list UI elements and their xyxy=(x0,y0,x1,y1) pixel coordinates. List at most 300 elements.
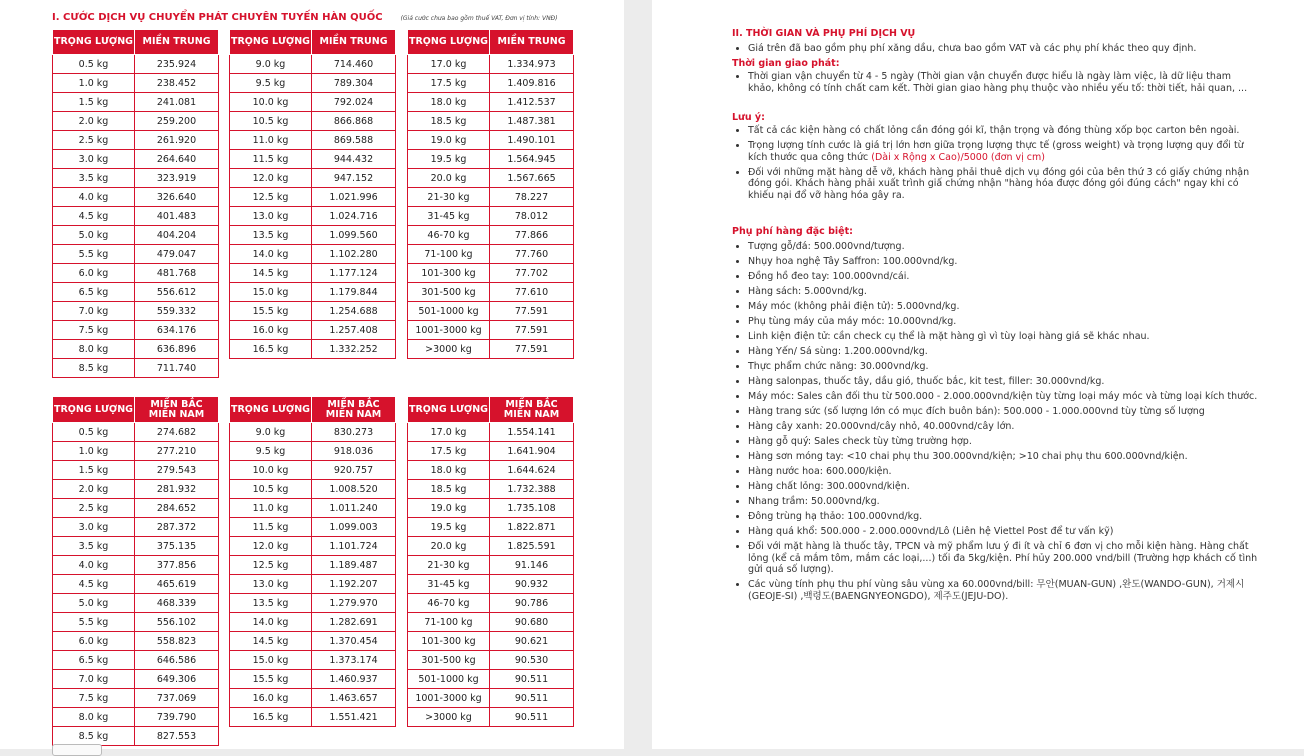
weight-cell: 7.0 kg xyxy=(53,302,135,321)
list-item: • Máy móc: Sales cân đối thu từ 500.000 - 2.000.000vnd/kiện tùy từng loại máy móc và từng loại kích thước. xyxy=(748,391,1264,403)
weight-cell: 10.0 kg xyxy=(230,461,312,480)
note-title: Lưu ý: xyxy=(732,112,765,123)
table-row xyxy=(53,518,219,537)
header-region: MIỀN BẮC MIỀN NAM xyxy=(135,397,219,423)
price-cell: 711.740 xyxy=(135,359,219,378)
table-row xyxy=(230,480,396,499)
list-item: • Hàng quá khổ: 500.000 - 2.000.000vnd/Lô (Liên hệ Viettel Post để tư vấn kỹ) xyxy=(748,526,1264,538)
price-cell: 77.591 xyxy=(490,340,574,359)
list-item: • Hàng salonpas, thuốc tây, dầu gió, thuốc bắc, kit test, filler: 30.000vnd/kg. xyxy=(748,376,1264,388)
price-cell: 377.856 xyxy=(135,556,219,575)
table-row xyxy=(230,321,396,340)
header-region: MIỀN BẮC MIỀN NAM xyxy=(490,397,574,423)
table-row xyxy=(230,226,396,245)
table-row xyxy=(230,131,396,150)
weight-cell: 7.5 kg xyxy=(53,689,135,708)
special-fee-title: Phụ phí hàng đặc biệt: xyxy=(732,226,853,237)
price-cell: 90.932 xyxy=(490,575,574,594)
note-list xyxy=(732,125,1258,205)
weight-cell: 20.0 kg xyxy=(408,169,490,188)
weight-cell: 501-1000 kg xyxy=(408,302,490,321)
weight-cell: 2.5 kg xyxy=(53,499,135,518)
note-item: • Tất cả các kiện hàng có chất lỏng cần đóng gói kĩ, thận trọng và đóng thùng xốp bọc carton bên ngoài. xyxy=(748,125,1258,137)
table-row xyxy=(408,518,574,537)
price-cell: 479.047 xyxy=(135,245,219,264)
weight-cell: 101-300 kg xyxy=(408,632,490,651)
weight-cell: 14.0 kg xyxy=(230,613,312,632)
price-cell: 277.210 xyxy=(135,442,219,461)
weight-cell: 19.5 kg xyxy=(408,518,490,537)
table-row xyxy=(408,55,574,74)
price-cell: 1.735.108 xyxy=(490,499,574,518)
price-cell: 78.227 xyxy=(490,188,574,207)
table-row xyxy=(53,461,219,480)
price-cell: 1.732.388 xyxy=(490,480,574,499)
weight-cell: 14.0 kg xyxy=(230,245,312,264)
weight-cell: 12.0 kg xyxy=(230,537,312,556)
empty-row xyxy=(230,359,396,378)
weight-cell: 18.0 kg xyxy=(408,461,490,480)
price-cell: 1.564.945 xyxy=(490,150,574,169)
table-row xyxy=(230,340,396,359)
weight-cell: 6.0 kg xyxy=(53,264,135,283)
list-item: • Hàng sách: 5.000vnd/kg. xyxy=(748,286,1264,298)
table-row xyxy=(408,207,574,226)
weight-cell: 9.5 kg xyxy=(230,442,312,461)
price-cell: 77.760 xyxy=(490,245,574,264)
table-row xyxy=(53,727,219,746)
table-row xyxy=(408,594,574,613)
weight-cell: 12.0 kg xyxy=(230,169,312,188)
table-row xyxy=(230,169,396,188)
header-region: MIỀN TRUNG xyxy=(312,30,396,55)
price-cell: 261.920 xyxy=(135,131,219,150)
price-cell: 1.099.560 xyxy=(312,226,396,245)
price-cell: 558.823 xyxy=(135,632,219,651)
price-cell: 737.069 xyxy=(135,689,219,708)
weight-cell: 17.5 kg xyxy=(408,442,490,461)
price-cell: 77.702 xyxy=(490,264,574,283)
price-cell: 404.204 xyxy=(135,226,219,245)
weight-cell: 10.0 kg xyxy=(230,93,312,112)
price-cell: 830.273 xyxy=(312,423,396,442)
weight-cell: 21-30 kg xyxy=(408,188,490,207)
weight-cell: 14.5 kg xyxy=(230,264,312,283)
price-cell: 1.279.970 xyxy=(312,594,396,613)
header-weight: TRỌNG LƯỢNG xyxy=(230,30,312,55)
weight-cell: 17.0 kg xyxy=(408,55,490,74)
weight-cell: 14.5 kg xyxy=(230,632,312,651)
price-cell: 1.460.937 xyxy=(312,670,396,689)
empty-row xyxy=(230,727,396,746)
price-cell: 1.101.724 xyxy=(312,537,396,556)
price-cell: 866.868 xyxy=(312,112,396,131)
weight-cell: 7.5 kg xyxy=(53,321,135,340)
weight-cell: 31-45 kg xyxy=(408,575,490,594)
special-fee-list xyxy=(732,241,1264,606)
price-cell: 1.332.252 xyxy=(312,340,396,359)
list-item: • Hàng nước hoa: 600.000/kiện. xyxy=(748,466,1264,478)
table-row xyxy=(230,499,396,518)
weight-cell: 6.0 kg xyxy=(53,632,135,651)
price-cell: 264.640 xyxy=(135,150,219,169)
price-cell: 90.786 xyxy=(490,594,574,613)
weight-cell: 15.0 kg xyxy=(230,283,312,302)
list-item: • Nhang trầm: 50.000vnd/kg. xyxy=(748,496,1264,508)
table-row xyxy=(408,264,574,283)
list-item: • Giá trên đã bao gồm phụ phí xăng dầu, chưa bao gồm VAT và các phụ phí khác theo quy định. xyxy=(748,43,1268,55)
price-cell: 235.924 xyxy=(135,55,219,74)
price-cell: 649.306 xyxy=(135,670,219,689)
price-cell: 1.409.816 xyxy=(490,74,574,93)
table-row xyxy=(230,613,396,632)
weight-cell: 3.5 kg xyxy=(53,537,135,556)
weight-cell: 31-45 kg xyxy=(408,207,490,226)
table-row xyxy=(53,632,219,651)
rate-title-text: I. CƯỚC DỊCH VỤ CHUYỂN PHÁT CHUYÊN TUYẾN HÀN QUỐC xyxy=(52,12,383,23)
list-item: • Hàng cây xanh: 20.000vnd/cây nhỏ, 40.000vnd/cây lớn. xyxy=(748,421,1264,433)
list-item: • Máy móc (không phải điện tử): 5.000vnd/kg. xyxy=(748,301,1264,313)
rate-table-central-3 xyxy=(407,29,574,377)
table-row xyxy=(230,461,396,480)
rate-note: (Giá cước chưa bao gồm thuế VAT, Đơn vị tính: VNĐ) xyxy=(400,15,558,22)
header-weight: TRỌNG LƯỢNG xyxy=(53,30,135,55)
price-cell: 1.192.207 xyxy=(312,575,396,594)
price-cell: 636.896 xyxy=(135,340,219,359)
table-row xyxy=(53,594,219,613)
table-row xyxy=(53,283,219,302)
rate-table-central-1 xyxy=(52,29,219,378)
price-cell: 634.176 xyxy=(135,321,219,340)
weight-cell: 10.5 kg xyxy=(230,112,312,131)
weight-cell: 15.5 kg xyxy=(230,670,312,689)
weight-cell: >3000 kg xyxy=(408,340,490,359)
weight-cell: 20.0 kg xyxy=(408,537,490,556)
table-row xyxy=(408,670,574,689)
weight-cell: 8.5 kg xyxy=(53,359,135,378)
table-row xyxy=(408,131,574,150)
price-cell: 1.189.487 xyxy=(312,556,396,575)
price-cell: 90.511 xyxy=(490,670,574,689)
price-cell: 869.588 xyxy=(312,131,396,150)
table-row xyxy=(230,442,396,461)
table-row xyxy=(53,169,219,188)
table-row xyxy=(230,112,396,131)
price-cell: 259.200 xyxy=(135,112,219,131)
price-cell: 77.591 xyxy=(490,302,574,321)
delivery-list xyxy=(732,71,1258,98)
weight-cell: 11.5 kg xyxy=(230,150,312,169)
weight-cell: 21-30 kg xyxy=(408,556,490,575)
price-cell: 646.586 xyxy=(135,651,219,670)
weight-cell: 3.0 kg xyxy=(53,150,135,169)
price-cell: 1.334.973 xyxy=(490,55,574,74)
price-cell: 944.432 xyxy=(312,150,396,169)
table-row xyxy=(53,226,219,245)
weight-cell: 12.5 kg xyxy=(230,188,312,207)
list-item: • Đông trùng hạ thảo: 100.000vnd/kg. xyxy=(748,511,1264,523)
price-cell: 920.757 xyxy=(312,461,396,480)
price-cell: 1.254.688 xyxy=(312,302,396,321)
weight-cell: >3000 kg xyxy=(408,708,490,727)
weight-cell: 8.5 kg xyxy=(53,727,135,746)
weight-cell: 19.5 kg xyxy=(408,150,490,169)
price-cell: 1.257.408 xyxy=(312,321,396,340)
weight-cell: 1.5 kg xyxy=(53,461,135,480)
weight-cell: 5.0 kg xyxy=(53,226,135,245)
price-cell: 1.102.280 xyxy=(312,245,396,264)
price-cell: 947.152 xyxy=(312,169,396,188)
header-region: MIỀN TRUNG xyxy=(135,30,219,55)
price-cell: 77.591 xyxy=(490,321,574,340)
weight-cell: 10.5 kg xyxy=(230,480,312,499)
weight-cell: 301-500 kg xyxy=(408,283,490,302)
table-row xyxy=(230,264,396,283)
table-row xyxy=(408,575,574,594)
weight-cell: 4.5 kg xyxy=(53,575,135,594)
weight-cell: 13.5 kg xyxy=(230,226,312,245)
weight-cell: 12.5 kg xyxy=(230,556,312,575)
price-cell: 1.373.174 xyxy=(312,651,396,670)
weight-cell: 16.0 kg xyxy=(230,321,312,340)
table-row xyxy=(53,245,219,264)
table-row xyxy=(53,302,219,321)
price-cell: 90.511 xyxy=(490,708,574,727)
price-cell: 556.612 xyxy=(135,283,219,302)
table-row xyxy=(408,112,574,131)
table-row xyxy=(408,169,574,188)
price-cell: 465.619 xyxy=(135,575,219,594)
table-row xyxy=(53,670,219,689)
weight-cell: 13.0 kg xyxy=(230,575,312,594)
table-row xyxy=(53,131,219,150)
table-row xyxy=(53,74,219,93)
weight-cell: 19.0 kg xyxy=(408,499,490,518)
price-cell: 77.610 xyxy=(490,283,574,302)
table-row xyxy=(408,689,574,708)
table-row xyxy=(230,245,396,264)
rate-table-north-south-1 xyxy=(52,396,219,746)
table-row xyxy=(53,556,219,575)
table-row xyxy=(230,93,396,112)
weight-cell: 301-500 kg xyxy=(408,651,490,670)
weight-cell: 4.5 kg xyxy=(53,207,135,226)
table-row xyxy=(53,651,219,670)
table-row xyxy=(53,480,219,499)
weight-cell: 9.5 kg xyxy=(230,74,312,93)
weight-cell: 18.0 kg xyxy=(408,93,490,112)
weight-cell: 11.5 kg xyxy=(230,518,312,537)
table-row xyxy=(230,150,396,169)
list-item: • Hàng gỗ quý: Sales check tùy từng trường hợp. xyxy=(748,436,1264,448)
price-cell: 401.483 xyxy=(135,207,219,226)
price-cell: 1.099.003 xyxy=(312,518,396,537)
weight-cell: 11.0 kg xyxy=(230,131,312,150)
price-cell: 323.919 xyxy=(135,169,219,188)
weight-cell: 4.0 kg xyxy=(53,188,135,207)
price-cell: 1.554.141 xyxy=(490,423,574,442)
price-cell: 1.463.657 xyxy=(312,689,396,708)
table-row xyxy=(230,302,396,321)
list-item: • Phụ tùng máy của máy móc: 10.000vnd/kg. xyxy=(748,316,1264,328)
table-row xyxy=(408,442,574,461)
price-cell: 1.641.904 xyxy=(490,442,574,461)
price-cell: 241.081 xyxy=(135,93,219,112)
price-cell: 1.551.421 xyxy=(312,708,396,727)
price-cell: 468.339 xyxy=(135,594,219,613)
price-cell: 375.135 xyxy=(135,537,219,556)
price-cell: 284.652 xyxy=(135,499,219,518)
table-row xyxy=(53,537,219,556)
weight-cell: 5.5 kg xyxy=(53,245,135,264)
weight-cell: 13.0 kg xyxy=(230,207,312,226)
table-row xyxy=(408,226,574,245)
table-row xyxy=(230,632,396,651)
table-row xyxy=(230,537,396,556)
table-row xyxy=(408,632,574,651)
weight-cell: 15.5 kg xyxy=(230,302,312,321)
table-row xyxy=(408,93,574,112)
service-section-title: II. THỜI GIAN VÀ PHỤ PHÍ DỊCH VỤ xyxy=(732,28,916,39)
table-row xyxy=(230,594,396,613)
weight-cell: 0.5 kg xyxy=(53,55,135,74)
rate-section-title xyxy=(52,12,558,23)
weight-cell: 1001-3000 kg xyxy=(408,321,490,340)
price-cell: 1.487.381 xyxy=(490,112,574,131)
list-item: • Linh kiện điện tử: cần check cụ thể là mặt hàng gì vì tùy loại hàng giá sẽ khác nhau. xyxy=(748,331,1264,343)
weight-cell: 16.0 kg xyxy=(230,689,312,708)
list-item: • Nhụy hoa nghệ Tây Saffron: 100.000vnd/kg. xyxy=(748,256,1264,268)
price-cell: 739.790 xyxy=(135,708,219,727)
table-row xyxy=(53,150,219,169)
weight-cell: 1001-3000 kg xyxy=(408,689,490,708)
price-cell: 90.530 xyxy=(490,651,574,670)
price-cell: 326.640 xyxy=(135,188,219,207)
price-cell: 1.179.844 xyxy=(312,283,396,302)
table-row xyxy=(408,283,574,302)
price-cell: 556.102 xyxy=(135,613,219,632)
price-cell: 1.021.996 xyxy=(312,188,396,207)
price-cell: 789.304 xyxy=(312,74,396,93)
price-cell: 90.621 xyxy=(490,632,574,651)
weight-cell: 71-100 kg xyxy=(408,613,490,632)
weight-cell: 2.0 kg xyxy=(53,112,135,131)
weight-cell: 1.0 kg xyxy=(53,74,135,93)
table-row xyxy=(53,575,219,594)
table-row xyxy=(408,340,574,359)
rate-table-central-2 xyxy=(229,29,396,377)
rate-table-north-south-3 xyxy=(407,396,574,745)
table-row xyxy=(230,708,396,727)
list-item: • Hàng chất lỏng: 300.000vnd/kiện. xyxy=(748,481,1264,493)
weight-cell: 19.0 kg xyxy=(408,131,490,150)
price-cell: 1.011.240 xyxy=(312,499,396,518)
header-weight: TRỌNG LƯỢNG xyxy=(230,397,312,423)
table-row xyxy=(230,55,396,74)
table-row xyxy=(53,264,219,283)
weight-cell: 7.0 kg xyxy=(53,670,135,689)
price-cell: 1.412.537 xyxy=(490,93,574,112)
table-row xyxy=(408,423,574,442)
price-cell: 827.553 xyxy=(135,727,219,746)
price-cell: 1.370.454 xyxy=(312,632,396,651)
list-item: • Hàng Yến/ Sá sùng: 1.200.000vnd/kg. xyxy=(748,346,1264,358)
price-cell: 274.682 xyxy=(135,423,219,442)
table-row xyxy=(408,480,574,499)
weight-cell: 9.0 kg xyxy=(230,423,312,442)
weight-cell: 6.5 kg xyxy=(53,283,135,302)
price-cell: 918.036 xyxy=(312,442,396,461)
header-region: MIỀN BẮC MIỀN NAM xyxy=(312,397,396,423)
weight-cell: 2.5 kg xyxy=(53,131,135,150)
table-row xyxy=(408,613,574,632)
table-row xyxy=(230,207,396,226)
table-row xyxy=(53,359,219,378)
weight-formula: (Dài x Rộng x Cao)/5000 (đơn vị cm) xyxy=(871,151,1045,163)
price-cell: 1.644.624 xyxy=(490,461,574,480)
weight-cell: 18.5 kg xyxy=(408,112,490,131)
intro-list xyxy=(732,43,1268,58)
table-row xyxy=(408,651,574,670)
table-row xyxy=(230,670,396,689)
price-cell: 90.511 xyxy=(490,689,574,708)
table-row xyxy=(408,302,574,321)
rate-table-north-south-2 xyxy=(229,396,396,745)
weight-cell: 8.0 kg xyxy=(53,708,135,727)
price-cell: 481.768 xyxy=(135,264,219,283)
weight-cell: 16.5 kg xyxy=(230,340,312,359)
note-item: • Trọng lượng tính cước là giá trị lớn hơn giữa trọng lượng thực tế (gross weight) và trọng lượng quy đổi từ kích thước qua công thức (Dài x Rộng x Cao)/5000 (đơn vị cm) xyxy=(748,140,1258,163)
price-cell: 1.490.101 xyxy=(490,131,574,150)
weight-cell: 16.5 kg xyxy=(230,708,312,727)
list-item: • Tượng gỗ/đá: 500.000vnd/tượng. xyxy=(748,241,1264,253)
table-row xyxy=(230,283,396,302)
page-scroll-handle[interactable] xyxy=(52,744,102,756)
weight-cell: 9.0 kg xyxy=(230,55,312,74)
weight-cell: 2.0 kg xyxy=(53,480,135,499)
list-item: • Thực phẩm chức năng: 30.000vnd/kg. xyxy=(748,361,1264,373)
list-item: • Đối với mặt hàng là thuốc tây, TPCN và mỹ phẩm lưu ý đi ít và chỉ 6 đơn vị cho mỗi kiện hàng. Hàng chất lỏng (kể cả mắm tôm, mắm các loại,...) tối đa 5kg/kiện. Phí hủy 200.000 vnd/bill (Trường hợp khách cố tình gửi quá số lượng). xyxy=(748,541,1264,576)
weight-cell: 46-70 kg xyxy=(408,594,490,613)
weight-cell: 5.5 kg xyxy=(53,613,135,632)
table-row xyxy=(53,442,219,461)
table-row xyxy=(230,518,396,537)
header-region: MIỀN TRUNG xyxy=(490,30,574,55)
table-row xyxy=(408,321,574,340)
list-item: • Thời gian vận chuyển từ 4 - 5 ngày (Thời gian vận chuyển được hiểu là ngày làm việc, là dữ liệu tham khảo, không có tính chất cam kết. Thời gian giao hàng phụ thuộc vào nhiều yếu tố: thời tiết, hải quan, ... xyxy=(748,71,1258,94)
table-row xyxy=(230,74,396,93)
price-cell: 1.177.124 xyxy=(312,264,396,283)
list-item: • Các vùng tính phụ thu phí vùng sâu vùng xa 60.000vnd/bill: 무안(MUAN-GUN) ,완도(WANDO-GUN), 거제시(GEOJE-SI) ,백령도(BAENGNYEONGDO), 제주도(JEJU-DO). xyxy=(748,579,1264,602)
price-cell: 281.932 xyxy=(135,480,219,499)
price-cell: 91.146 xyxy=(490,556,574,575)
weight-cell: 3.5 kg xyxy=(53,169,135,188)
weight-cell: 15.0 kg xyxy=(230,651,312,670)
table-row xyxy=(408,556,574,575)
list-item: • Hàng trang sức (số lượng lớn có mục đích buôn bán): 500.000 - 1.000.000vnd tùy từng số lượng xyxy=(748,406,1264,418)
header-weight: TRỌNG LƯỢNG xyxy=(408,30,490,55)
price-cell: 1.825.591 xyxy=(490,537,574,556)
table-row xyxy=(53,321,219,340)
weight-cell: 13.5 kg xyxy=(230,594,312,613)
price-cell: 238.452 xyxy=(135,74,219,93)
weight-cell: 46-70 kg xyxy=(408,226,490,245)
table-row xyxy=(53,613,219,632)
weight-cell: 101-300 kg xyxy=(408,264,490,283)
table-row xyxy=(53,499,219,518)
weight-cell: 0.5 kg xyxy=(53,423,135,442)
weight-cell: 17.0 kg xyxy=(408,423,490,442)
